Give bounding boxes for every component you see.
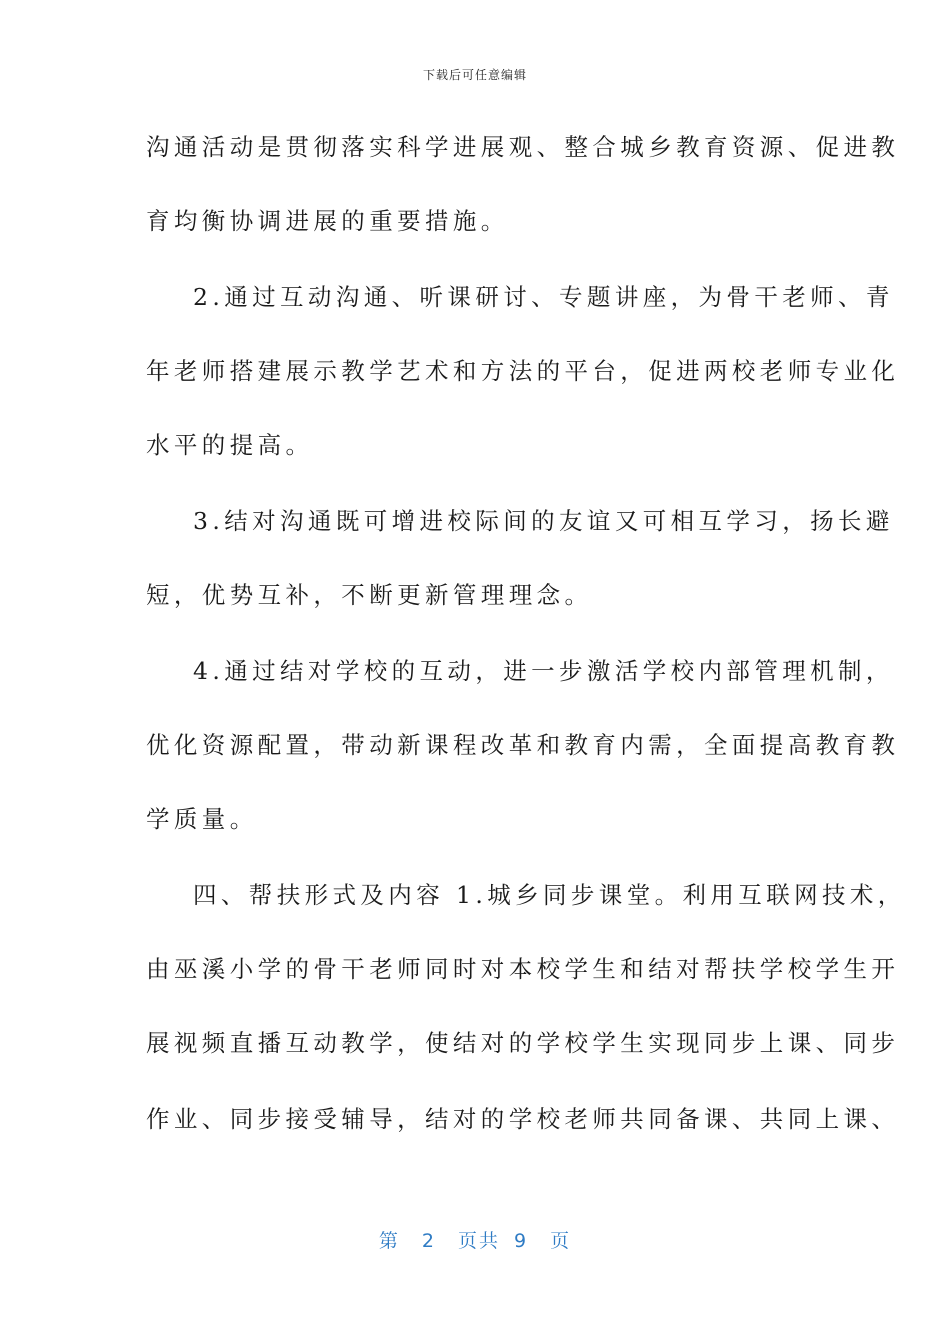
body-line: 短，优势互补，不断更新管理理念。 [146,581,593,609]
body-line: 学质量。 [146,805,258,833]
body-line: 沟通活动是贯彻落实科学进展观、整合城乡教育资源、促进教 [146,133,900,161]
current-page-number: 2 [421,1230,436,1252]
total-pages-number: 9 [514,1230,529,1252]
body-line: 作业、同步接受辅导，结对的学校老师共同备课、共同上课、 [146,1105,900,1133]
body-line: 展视频直播互动教学，使结对的学校学生实现同步上课、同步 [146,1029,900,1057]
footer-suffix: 页 [550,1230,572,1252]
body-line: 年老师搭建展示教学艺术和方法的平台，促进两校老师专业化 [146,357,900,385]
body-line: 2.通过互动沟通、听课研讨、专题讲座，为骨干老师、青 [193,283,894,311]
page-header-note: 下载后可任意编辑 [422,68,527,82]
body-line: 四、帮扶形式及内容 1.城乡同步课堂。利用互联网技术， [193,881,906,909]
footer-prefix: 第 [378,1230,400,1252]
body-line: 4.通过结对学校的互动，进一步激活学校内部管理机制， [193,657,894,685]
body-line: 育均衡协调进展的重要措施。 [146,207,509,235]
body-line: 优化资源配置，带动新课程改革和教育内需，全面提高教育教 [146,731,900,759]
page-number-footer [0,1226,950,1253]
body-line: 3.结对沟通既可增进校际间的友谊又可相互学习，扬长避 [193,507,894,535]
footer-middle: 页共 [457,1230,500,1252]
body-line: 由巫溪小学的骨干老师同时对本校学生和结对帮扶学校学生开 [146,955,900,983]
body-line: 水平的提高。 [146,431,314,459]
